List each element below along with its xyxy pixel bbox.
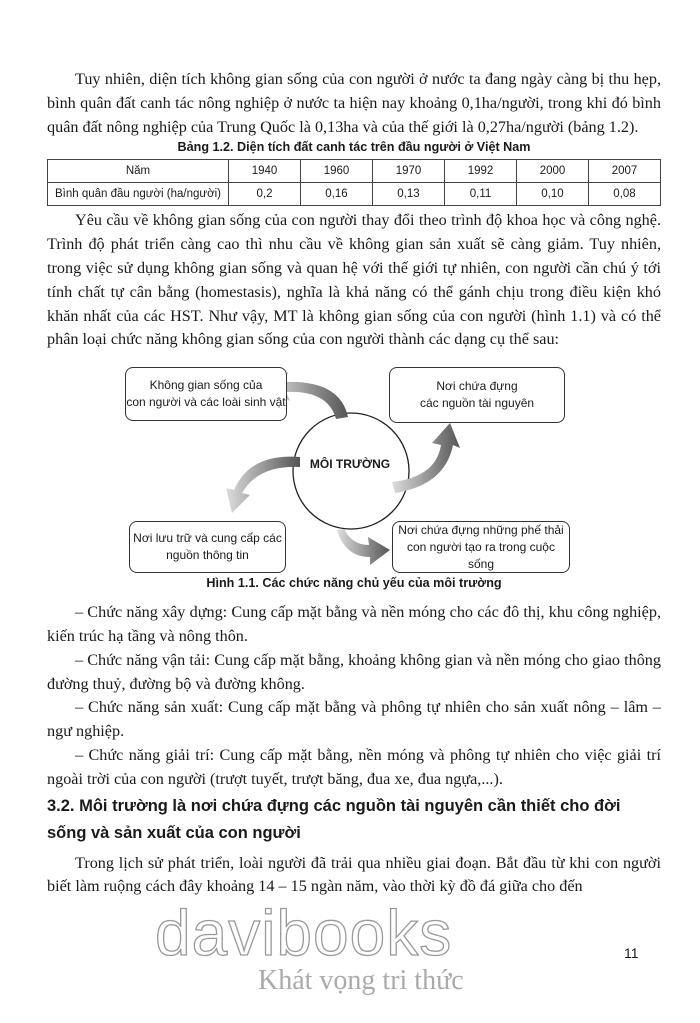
bullet-construction: – Chức năng xây dựng: Cung cấp mặt bằng và nền móng cho các đô thị, khu công nghiệp, kiến trúc hạ tầng và nông thôn. <box>47 603 661 645</box>
box-line: nguồn thông tin <box>166 548 249 563</box>
table-cell: 0,11 <box>445 183 517 206</box>
table-cell: 2000 <box>517 160 589 183</box>
box-line: con người tạo ra trong cuộc sống <box>407 539 555 571</box>
table-row <box>48 183 661 206</box>
arrow-icon <box>226 457 300 513</box>
land-per-capita-table <box>47 159 661 206</box>
paragraph-2: Yêu cầu về không gian sống của con người thay đổi theo trình độ khoa học và công nghệ. Trình độ phát triển càng cao thì nhu cầu về không gian sản xuất sẽ càng giảm. Tuy nhiên, trong việc sử dụng không gian sống và quan hệ với thế giới tự nhiên, con người cần chú ý tới tính chất tự cân bằng (homestasis), nghĩa là khả năng có thể gánh chịu trong điều kiện khó khăn nhất của các HST. Như vậy, MT là không gian sống của con người (hình 1.1) và có thể phân loại chức năng không gian sống của con người thành các dạng cụ thể sau: <box>47 211 661 349</box>
box-line: Không gian sống của <box>149 378 263 393</box>
table-cell: 1970 <box>373 160 445 183</box>
box-living-space <box>125 367 287 421</box>
box-resources <box>389 367 565 423</box>
table-cell: 1960 <box>301 160 373 183</box>
section-heading: 3.2. Môi trường là nơi chứa đựng các nguồn tài nguyên cần thiết cho đời sống và sản xuất của con người <box>47 796 621 842</box>
table-cell: Bình quân đầu người (ha/người) <box>48 183 229 206</box>
table-cell: Năm <box>48 160 229 183</box>
watermark-slogan: Khát vọng tri thức <box>258 965 464 997</box>
paragraph-1: Tuy nhiên, diện tích không gian sống của con người ở nước ta đang ngày càng bị thu hẹp, bình quân đất canh tác nông nghiệp ở nước ta hiện nay khoảng 0,1ha/người, trong khi đó bình quân đất nông nghiệp của Trung Quốc là 0,13ha và của thế giới là 0,27ha/người (bảng 1.2). <box>47 70 661 136</box>
box-line: con người và các loài sinh vật <box>126 395 286 410</box>
table-cell: 1992 <box>445 160 517 183</box>
center-circle <box>293 413 409 529</box>
table-header-row <box>48 160 661 183</box>
bullet-production: – Chức năng sản xuất: Cung cấp mặt bằng và phông tự nhiên cho sản xuất nông – lâm – ngư nghiệp. <box>47 698 661 741</box>
box-line: Nơi chứa đựng <box>436 379 518 394</box>
table-caption: Bảng 1.2. Diện tích đất canh tác trên đầu người ở Việt Nam <box>177 140 531 155</box>
figure-caption: Hình 1.1. Các chức năng chủ yếu của môi trường <box>206 576 502 591</box>
table-cell: 1940 <box>229 160 301 183</box>
box-line: Nơi chứa đựng những phế thải <box>398 522 564 537</box>
bullet-recreation: – Chức năng giải trí: Cung cấp mặt bằng, nền móng và phông tự nhiên cho việc giải trí ngoài trời của con người (trượt tuyết, trượt băng, đua xe, đua ngựa,...). <box>47 745 661 788</box>
page-content <box>47 68 661 997</box>
box-waste <box>392 521 570 573</box>
center-label: MÔI TRƯỜNG <box>309 457 391 472</box>
box-line: Nơi lưu trữ và cung cấp các <box>133 531 282 546</box>
figure-environment-functions <box>0 352 700 575</box>
watermark <box>155 897 661 997</box>
page-number: 11 <box>624 945 639 961</box>
bullet-transport: – Chức năng vận tải: Cung cấp mặt bằng, khoảng không gian và nền móng cho giao thông đường thuỷ, đường bộ và đường không. <box>47 650 661 693</box>
box-information <box>129 521 286 573</box>
table-cell: 0,2 <box>229 183 301 206</box>
table-cell: 0,10 <box>517 183 589 206</box>
box-line: các nguồn tài nguyên <box>419 396 535 411</box>
watermark-brand: davibooks <box>155 897 453 970</box>
paragraph-3: Trong lịch sử phát triển, loài người đã trải qua nhiều giai đoạn. Bắt đầu từ khi con người biết làm ruộng cách đây khoảng 14 – 15 ngàn năm, vào thời kỳ đồ đá giữa cho đến <box>47 853 661 896</box>
table-cell: 0,08 <box>589 183 661 206</box>
arrow-icon <box>337 529 390 565</box>
table-cell: 0,16 <box>301 183 373 206</box>
table-cell: 2007 <box>589 160 661 183</box>
table-cell: 0,13 <box>373 183 445 206</box>
